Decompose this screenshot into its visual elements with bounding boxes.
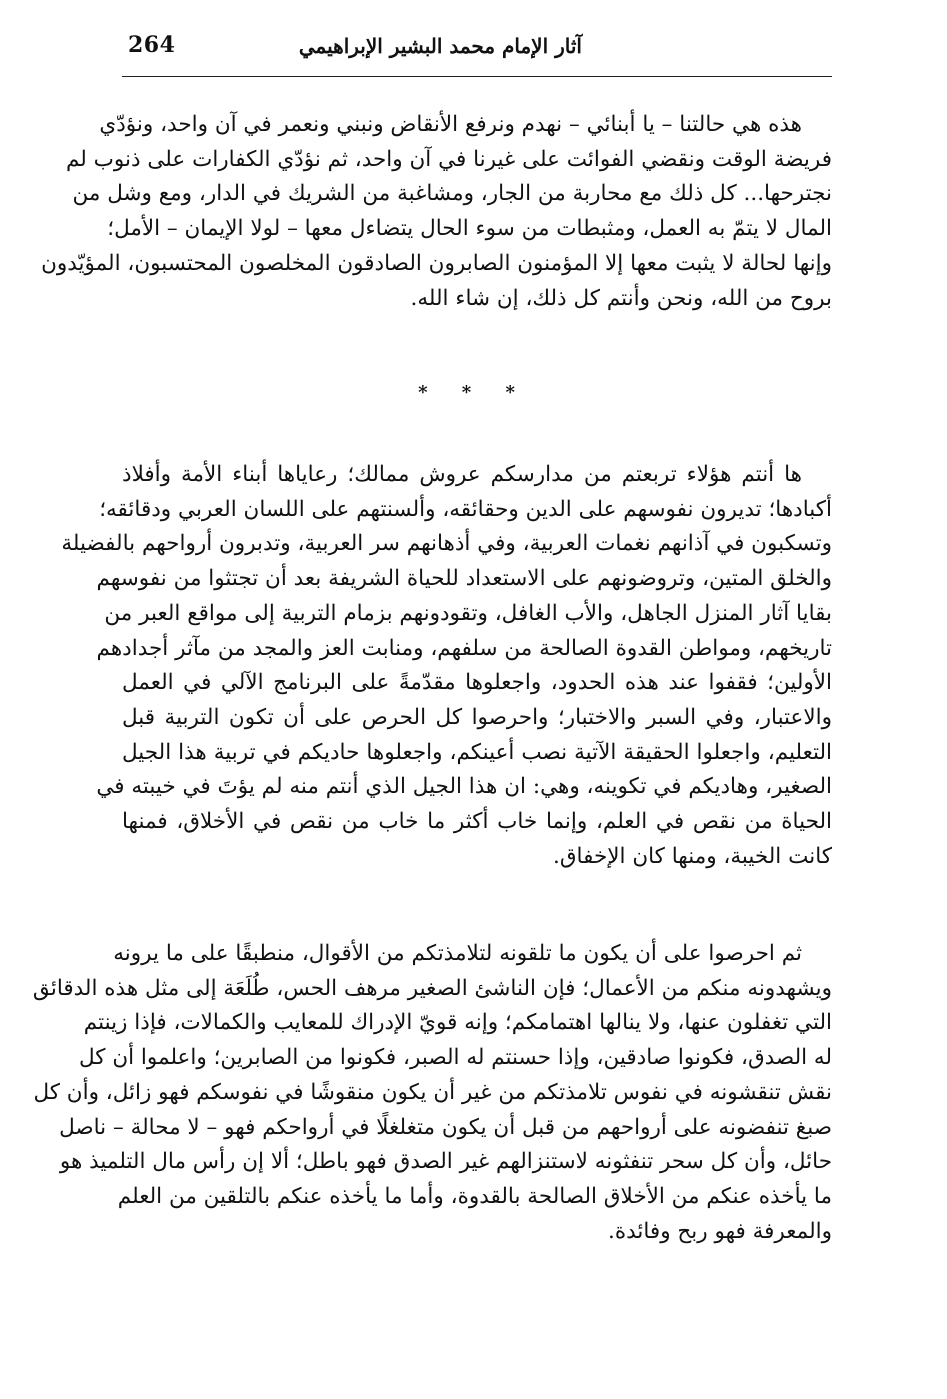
text-line: ويشهدونه منكم من الأعمال؛ فإن الناشئ الصغير مرهف الحس، طُلَعَة إلى مثل هذه الدقائق	[32, 975, 832, 1001]
section-separator: * * *	[418, 382, 529, 403]
text-line: حائل، وأن كل سحر تنفثونه لاستنزالهم غير الصدق فهو باطل؛ ألا إن رأس مال التلميذ هو	[59, 1149, 832, 1175]
text-line: ها أنتم هؤلاء تربعتم من مدارسكم عروش ممالك؛ رعاياها أبناء الأمة وأفلاذ	[122, 462, 802, 487]
text-line: وتسكبون في آذانهم نغمات العربية، وفي أذهانهم سر العربية، وتدبرون أرواحهم بالفضيلة	[61, 531, 832, 557]
paragraph-1	[41, 108, 832, 316]
text-line: الصغير، وهاديكم في تكوينه، وهي: ان هذا الجيل الذي أنتم منه لم يؤتَ في خيبته في	[96, 774, 832, 800]
paragraph-3	[32, 937, 832, 1249]
text-line: والاعتبار، وفي السبر والاختبار؛ واحرصوا كل الحرص على أن تكون التربية قبل	[122, 704, 832, 730]
text-line: الحياة من نقص في العلم، وإنما خاب أكثر ما خاب من نقص في الأخلاق، فمنها	[122, 809, 832, 835]
text-line: المال لا يتمّ به العمل، ومثبطات من سوء الحال يتضاءل معها – لولا الإيمان – الأمل؛	[107, 216, 832, 242]
text-line: فريضة الوقت ونقضي الفوائت على غيرنا في آن واحد، ثم نؤدّي الكفارات على ذنوب لم	[65, 146, 832, 172]
text-line: التعليم، واجعلوا الحقيقة الآتية نصب أعينكم، واجعلوها حاديكم في تربية هذا الجيل	[122, 739, 832, 765]
text-line: أكبادها؛ تديرون نفوسهم على الدين وحقائقه، وألسنتهم على اللسان العربي ودقائقه؛	[99, 496, 832, 522]
text-line: تاريخهم، ومواطن القدوة الصالحة من سلفهم، ومنابت العز والمجد من مآثر أجدادهم	[96, 635, 832, 661]
text-line: ثم احرصوا على أن يكون ما تلقونه لتلامذتكم من الأقوال، منطبقًا على ما يرونه	[113, 941, 802, 966]
page-number: 264	[128, 32, 176, 58]
text-line: كانت الخيبة، ومنها كان الإخفاق.	[553, 843, 832, 869]
text-line: والمعرفة فهو ربح وفائدة.	[608, 1218, 832, 1244]
text-line: له الصدق، فكونوا صادقين، وإذا حسنتم له الصبر، فكونوا من الصابرين؛ واعلموا أن كل	[78, 1045, 832, 1071]
running-header	[122, 26, 832, 77]
text-line: نقش تنقشونه في نفوس تلامذتكم من غير أن يكون منقوشًا في نفوسكم فهو زائل، وأن كل	[33, 1079, 832, 1105]
text-line: هذه هي حالتنا – يا أبنائي – نهدم ونرفع الأنقاض ونبني ونعمر في آن واحد، ونؤدّي	[99, 112, 802, 137]
text-line: بروح من الله، ونحن وأنتم كل ذلك، إن شاء الله.	[410, 285, 832, 311]
text-line: التي تغفلون عنها، ولا ينالها اهتمامكم؛ وإنه قويّ الإدراك للمعايب والكمالات، فإذا زينتم	[83, 1010, 832, 1036]
book-title: آثار الإمام محمد البشير الإبراهيمي	[298, 34, 582, 58]
text-line: نجترحها... كل ذلك مع محاربة من الجار، ومشاغبة من الشريك في الدار، ومع وشل من	[72, 181, 832, 207]
text-line: الأولين؛ فقفوا عند هذه الحدود، واجعلوها مقدّمةً على البرنامج الآلي في العمل	[122, 670, 832, 696]
text-line: والخلق المتين، وتروضونهم على الاستعداد للحياة الشريفة بعد أن تجتثوا من نفوسهم	[96, 566, 832, 592]
text-line: بقايا آثار المنزل الجاهل، والأب الغافل، وتقودونهم بزمام التربية إلى مواقع العبر من	[104, 600, 832, 626]
text-line: ما يأخذه عنكم من الأخلاق الصالحة بالقدوة، وأما ما يأخذه عنكم بالتلقين من العلم	[117, 1183, 832, 1209]
text-line: صبغ تنفضونه على أرواحهم من قبل أن يكون متغلغلًا في أرواحكم فهو – لا محالة – ناصل	[59, 1114, 832, 1140]
text-line: وإنها لحالة لا يثبت معها إلا المؤمنون الصابرون الصادقون المخلصون المحتسبون، المؤيّدون	[41, 250, 832, 276]
paragraph-2	[61, 458, 832, 874]
